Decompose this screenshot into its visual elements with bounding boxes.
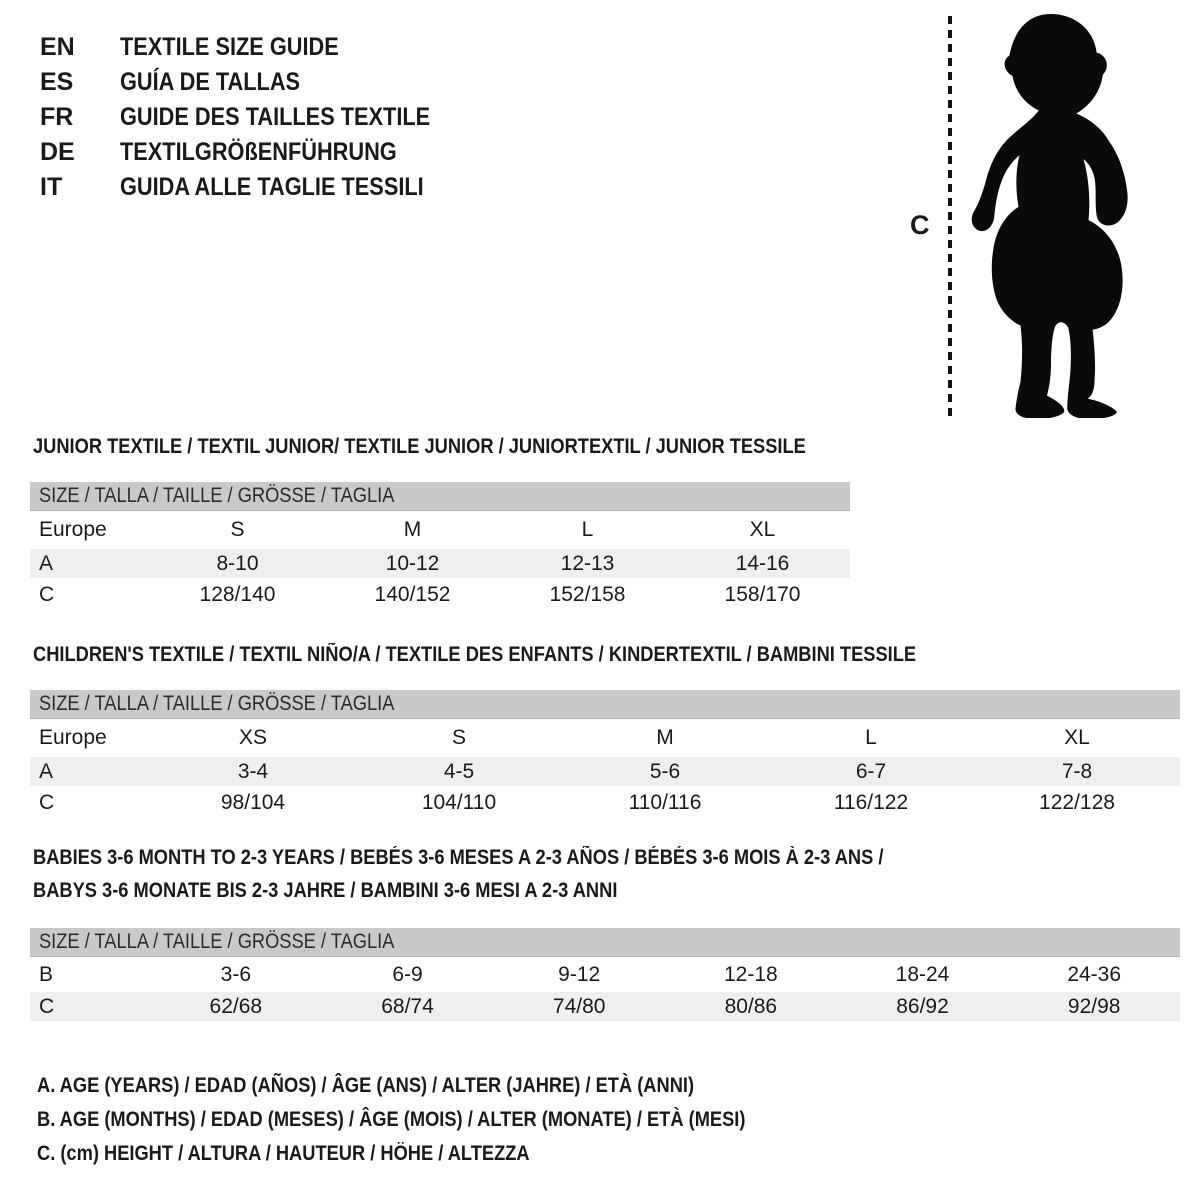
guide-title: TEXTILE SIZE GUIDE (120, 33, 339, 61)
height-cell: 122/128 (1039, 790, 1115, 814)
guide-title: GUIDE DES TAILLES TEXTILE (120, 103, 431, 131)
size-col-header: XL (1064, 726, 1090, 749)
age-cell: 5-6 (649, 759, 681, 783)
babies-section-title-line2: BABYS 3-6 MONATE BIS 2-3 JAHRE / BAMBINI 3-6 MESI A 2-3 ANNI (33, 879, 618, 902)
language-title-list (40, 30, 477, 205)
note-age-years: A. AGE (YEARS) / EDAD (AÑOS) / ÂGE (ANS) / ALTER (JAHRE) / ETÀ (ANNI) (37, 1074, 695, 1097)
size-col-header: M (656, 726, 674, 749)
size-col-header: XS (238, 726, 267, 749)
language-code: DE (40, 138, 75, 166)
age-cell: 6-9 (392, 962, 423, 986)
children-size-table (30, 690, 1180, 819)
language-row (40, 170, 477, 205)
toddler-silhouette-icon (966, 12, 1136, 418)
age-cell: 14-16 (735, 551, 790, 575)
row-label: C (39, 994, 55, 1018)
row-label: A (39, 551, 54, 575)
height-cell: 140/152 (374, 582, 451, 606)
age-cell: 12-13 (560, 551, 615, 575)
age-cell: 10-12 (385, 551, 440, 575)
language-row (40, 135, 477, 170)
age-cell: 8-10 (216, 551, 259, 575)
size-col-header: S (230, 518, 245, 541)
language-code: ES (40, 68, 74, 96)
language-code: EN (40, 33, 75, 61)
height-cell: 92/98 (1067, 994, 1121, 1018)
note-age-months: B. AGE (MONTHS) / EDAD (MESES) / ÂGE (MOIS) / ALTER (MONATE) / ETÀ (MESI) (37, 1108, 746, 1131)
row-label: B (39, 962, 54, 986)
guide-title: TEXTILGRÖßENFÜHRUNG (120, 138, 397, 166)
junior-section-title: JUNIOR TEXTILE / TEXTIL JUNIOR/ TEXTILE JUNIOR / JUNIORTEXTIL / JUNIOR TESSILE (33, 435, 806, 458)
size-col-header: L (581, 518, 594, 541)
age-cell: 7-8 (1061, 759, 1093, 783)
age-cell: 3-4 (237, 759, 269, 783)
junior-row-height (30, 580, 850, 609)
height-cell: 128/140 (199, 582, 276, 606)
junior-size-table (30, 482, 850, 611)
height-cell: 152/158 (549, 582, 626, 606)
children-row-height (30, 788, 1180, 817)
height-cell: 98/104 (220, 790, 286, 814)
region-label: Europe (39, 518, 107, 541)
age-cell: 18-24 (895, 962, 950, 986)
babies-size-table (30, 928, 1180, 1023)
language-code: IT (40, 173, 63, 201)
height-measure-label: C (910, 210, 930, 240)
age-cell: 12-18 (723, 962, 778, 986)
size-header-bar: SIZE / TALLA / TAILLE / GRÖSSE / TAGLIA (30, 482, 850, 511)
row-label: C (39, 582, 55, 606)
note-height-cm: C. (cm) HEIGHT / ALTURA / HAUTEUR / HÖHE / ALTEZZA (37, 1142, 530, 1165)
height-dashed-line (948, 16, 952, 416)
age-cell: 9-12 (558, 962, 601, 986)
row-label: A (39, 759, 54, 783)
children-section-title: CHILDREN'S TEXTILE / TEXTIL NIÑO/A / TEXTILE DES ENFANTS / KINDERTEXTIL / BAMBINI TESSILE (33, 643, 917, 666)
guide-title: GUÍA DE TALLAS (120, 68, 301, 96)
row-label: C (39, 790, 55, 814)
height-cell: 158/170 (724, 582, 801, 606)
children-row-age (30, 757, 1180, 786)
age-cell: 6-7 (855, 759, 887, 783)
height-cell: 86/92 (896, 994, 949, 1018)
junior-header-row (30, 513, 850, 547)
babies-row-height (30, 992, 1180, 1021)
height-cell: 104/110 (421, 790, 497, 814)
region-label: Europe (39, 726, 107, 749)
age-cell: 24-36 (1067, 962, 1122, 986)
language-row (40, 65, 477, 100)
language-row (40, 30, 477, 65)
height-cell: 110/116 (628, 790, 702, 814)
size-col-header: XL (749, 518, 776, 541)
guide-title: GUIDA ALLE TAGLIE TESSILI (120, 173, 424, 201)
children-header-row (30, 721, 1180, 755)
height-cell: 68/74 (381, 994, 434, 1018)
age-cell: 3-6 (220, 962, 252, 986)
height-cell: 80/86 (724, 994, 778, 1018)
babies-row-age (30, 959, 1180, 990)
size-header-bar: SIZE / TALLA / TAILLE / GRÖSSE / TAGLIA (30, 690, 1180, 719)
height-cell: 62/68 (209, 994, 263, 1018)
junior-row-age (30, 549, 850, 578)
height-cell: 116/122 (833, 790, 909, 814)
size-col-header: S (451, 726, 466, 749)
size-col-header: M (403, 518, 422, 541)
size-header-bar: SIZE / TALLA / TAILLE / GRÖSSE / TAGLIA (30, 928, 1180, 957)
language-code: FR (40, 103, 74, 131)
size-col-header: L (865, 726, 877, 749)
babies-section-title-line1: BABIES 3-6 MONTH TO 2-3 YEARS / BEBÉS 3-6 MESES A 2-3 AÑOS / BÉBÉS 3-6 MOIS À 2-3 ANS / (33, 846, 884, 869)
language-row (40, 100, 477, 135)
height-cell: 74/80 (552, 994, 606, 1018)
age-cell: 4-5 (443, 759, 475, 783)
